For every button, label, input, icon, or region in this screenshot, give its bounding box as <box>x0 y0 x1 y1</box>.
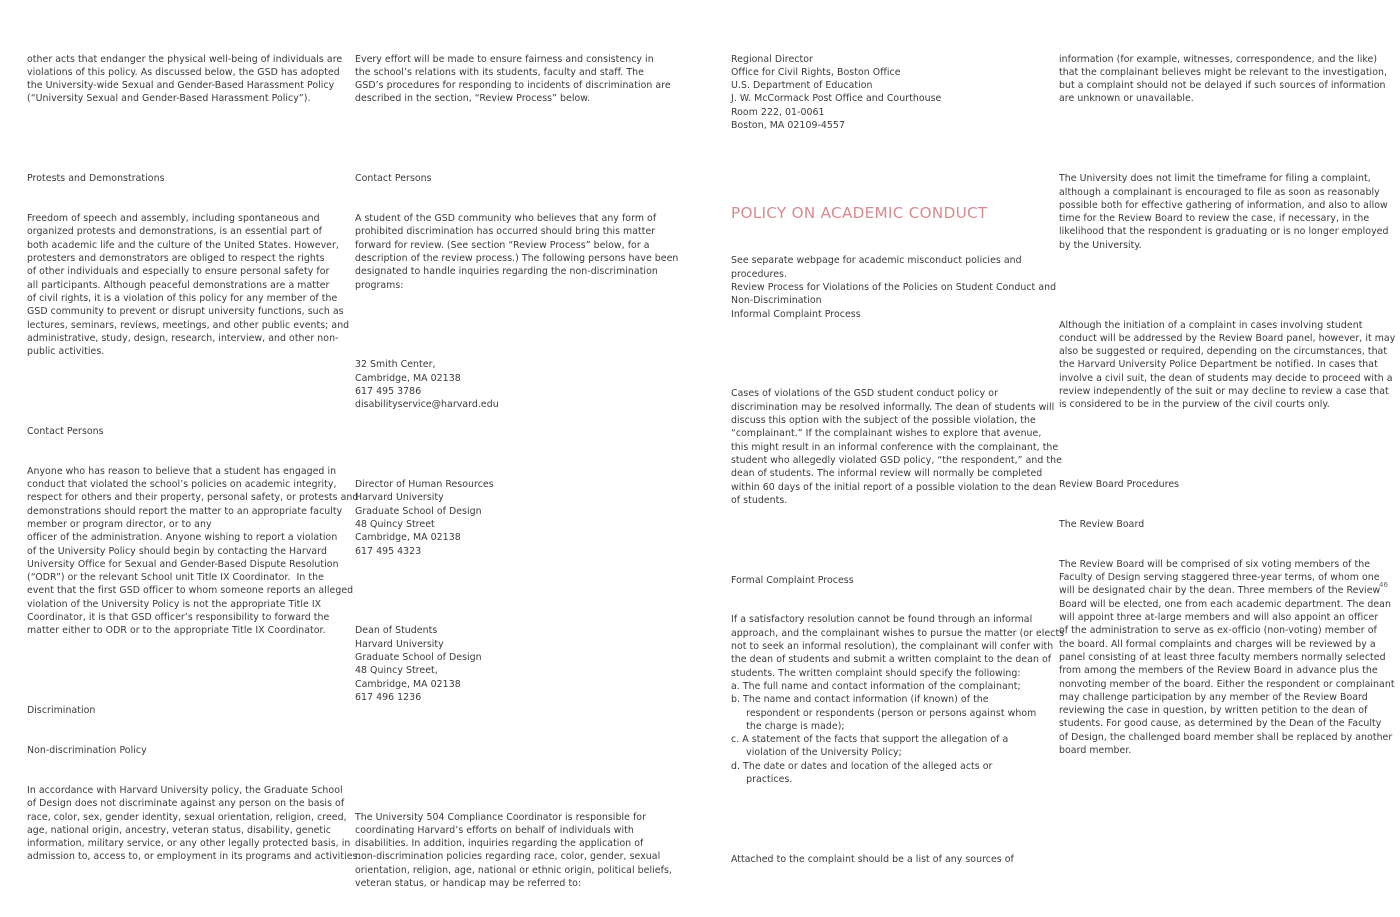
column-1 <box>27 26 361 890</box>
protests-heading: Protests and Demonstrations <box>27 173 165 185</box>
contact-persons-heading: Contact Persons <box>27 425 104 437</box>
protests-paragraph: Freedom of speech and assembly, including spontaneous and organized protests and demonstrations, is an essential part of both academic life and the culture of the United States. However, protesters and demonstrators are obliged to respect the rights of other individuals and especially to ensure personal safety for all participants. Although peaceful demonstrations are a matter of civil rights, it is a violation of this policy for any member of the GSD community to prevent or disrupt university functions, such as lectures, seminars, reviews, meetings, and other public events; and administrative, study, design, research, interview, and other non- public activities. <box>27 213 350 358</box>
non-discrimination-paragraph: In accordance with Harvard University policy, the Graduate School of Design does not discriminate against any person on the basis of race, color, sex, gender identity, sexual orientation, religion, creed, age, national origin, ancestry, veteran status, disability, genetic information, military service, or any other legally protected basis, in admission to, access to, or employment in its programs and activities. <box>27 784 361 863</box>
column-4 <box>1059 26 1395 784</box>
section-title: POLICY ON ACADEMIC CONDUCT <box>731 203 988 222</box>
review-board-heading: The Review Board <box>1059 518 1145 530</box>
human-resources-address: Director of Human Resources Harvard University Graduate School of Design 48 Quincy Street Cambridge, MA 02138 617 495 4323 <box>355 479 494 557</box>
contact-persons-paragraph-2: A student of the GSD community who believes that any form of prohibited discrimination has occurred should bring this matter forward for review. (See section “Review Process” below, for a description of the review process.) The following persons have been designated to handle inquiries regarding the non-discrimination programs: <box>355 213 679 291</box>
page-number: 46 <box>1379 581 1388 589</box>
column-3 <box>731 26 1064 893</box>
formal-complaint-heading: Formal Complaint Process <box>731 574 854 586</box>
regional-director-address: Regional Director Office for Civil Rights, Boston Office U.S. Department of Education J. W. McCormack Post Office and Courthouse Room 222, 01-0061 Boston, MA 02109-4557 <box>731 53 942 132</box>
review-board-paragraph: The Review Board will be comprised of six voting members of the Faculty of Design serving staggered three-year terms, of whom one will be designated chair by the dean. Three members of the Review Board will be elected, one from each academic department. The dean will appoint three at-large members and will also appoint an officer of the administration to serve as ex-officio (non-voting) member of the board. All formal complaints and charges will be reviewed by a panel consisting of at least three faculty members normally selected from among the members of the Review Board in advance plus the nonvoting member of the board. Either the respondent or complainant may challenge participation by any member of the Review Board reviewing the case in question, by written petition to the dean of students. For good cause, as determined by the Dean of the Faculty of Design, the challenged board member shall be replaced by another board member. <box>1059 558 1395 757</box>
col1-intro-paragraph: other acts that endanger the physical well-being of individuals are violations of this policy. As discussed below, the GSD has adopted the University-wide Sexual and Gender-Based Harassment Policy (“University Sexual and Gender-Based Harassment Policy”). <box>27 53 343 105</box>
contact-persons-paragraph: Anyone who has reason to believe that a student has engaged in conduct that violated the school’s policies on academic integrity, respect for others and their property, personal safety, or protests and demonstrations should report the matter to an appropriate faculty member or program director, or to any officer of the administration. Anyone wishing to report a violation of the University Policy should begin by contacting the Harvard University Office for Sexual and Gender-Based Dispute Resolution (“ODR”) or the relevant School unit Title IX Coordinator. In the event that the first GSD officer to whom someone reports an alleged violation of the University Policy is not the appropriate Title IX Coordinator, it is that GSD officer’s responsibility to forward the matter either to ODR or to the appropriate Title IX Coordinator. <box>27 465 359 637</box>
formal-complaint-paragraph: If a satisfactory resolution cannot be found through an informal approach, and the complainant wishes to pursue the matter (or elects not to seek an informal resolution), the complainant will confer with the dean of students and submit a written complaint to the dean of students. The written complaint should specify the following: a. The full name and contact information of the complainant; b. The name and contact information (if known) of the respondent or respondents (person or persons against whom the charge is made); c. A statement of the facts that support the allegation of a violation of the University Policy; d. The date or dates and location of the alleged acts or practices. <box>731 614 1065 786</box>
attached-sources-line: Attached to the complaint should be a list of any sources of <box>731 853 1014 865</box>
column-2 <box>355 26 678 917</box>
dean-of-students-address: Dean of Students Harvard University Graduate School of Design 48 Quincy Street, Cambridge, MA 02138 617 496 1236 <box>355 625 482 703</box>
review-board-procedures-heading: Review Board Procedures <box>1059 479 1180 491</box>
academic-conduct-intro: See separate webpage for academic misconduct policies and procedures. Review Process for Violations of the Policies on Student Conduct and Non-Discrimination Informal Complaint Process <box>731 255 1057 320</box>
compliance-coordinator-paragraph: The University 504 Compliance Coordinator is responsible for coordinating Harvard’s efforts on behalf of individuals with disabilities. In addition, inquiries regarding the application of non-discrimination policies regarding race, color, gender, sexual orientation, religion, age, national or ethnic origin, political beliefs, veteran status, or handicap may be referred to: <box>355 811 672 889</box>
col2-intro-paragraph: Every effort will be made to ensure fairness and consistency in the school’s relations with its students, faculty and staff. The GSD’s procedures for responding to incidents of discrimination are described in the section, “Review Process” below. <box>355 53 671 105</box>
contact-persons-heading-2: Contact Persons <box>355 173 432 185</box>
disability-service-address: 32 Smith Center, Cambridge, MA 02138 617 495 3786 disabilityservice@harvard.edu <box>355 359 499 411</box>
initiation-paragraph: Although the initiation of a complaint in cases involving student conduct will be addressed by the Review Board panel, however, it may also be suggested or required, depending on the circumstances, that the Harvard University Police Department be notified. In cases that involve a civil suit, the dean of students may decide to proceed with a review independently of the suit or may decline to review a case that is considered to be in the purview of the civil courts only. <box>1059 319 1396 411</box>
discrimination-heading: Discrimination <box>27 705 96 717</box>
informal-complaint-paragraph: Cases of violations of the GSD student conduct policy or discrimination may be resolved informally. The dean of students will discuss this option with the subject of the possible violation, the “complainant.” If the complainant wishes to explore that avenue, this might result in an informal conference with the complainant, the student who allegedly violated GSD policy, “the respondent,” and the dean of students. The informal review will normally be completed within 60 days of the initial report of a possible violation to the dean of students. <box>731 388 1062 506</box>
non-discrimination-heading: Non-discrimination Policy <box>27 745 147 757</box>
timeframe-paragraph: The University does not limit the timeframe for filing a complaint, although a complainant is encouraged to file as soon as reasonably possible both for effective gathering of information, and also to allow time for the Review Board to review the case, if necessary, in the likelihood that the respondent is graduating or is no longer employed by the University. <box>1059 173 1389 251</box>
sources-continued-paragraph: information (for example, witnesses, correspondence, and the like) that the complainant believes might be relevant to the investigation, but a complaint should not be delayed if such sources of information are unknown or unavailable. <box>1059 53 1388 105</box>
